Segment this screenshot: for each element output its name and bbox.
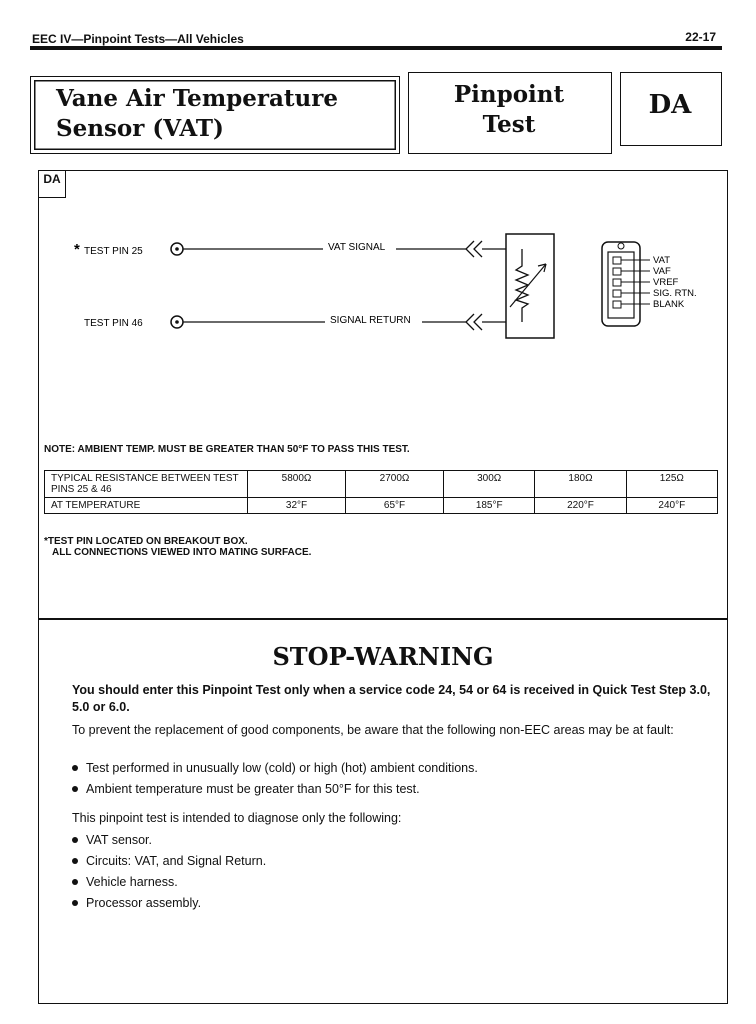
connector-pin-label: BLANK <box>653 299 685 310</box>
temperature-cell: 185°F <box>444 498 535 514</box>
list-item <box>72 853 266 870</box>
pin1-terminal-dot <box>175 247 179 251</box>
section-divider <box>38 618 728 620</box>
wiring-diagram <box>60 222 720 342</box>
pin1-label: TEST PIN 25 <box>84 246 143 257</box>
footnote <box>44 536 311 558</box>
thermistor-icon <box>516 249 528 322</box>
row-label: AT TEMPERATURE <box>45 498 248 514</box>
header-rule <box>30 46 722 50</box>
page-number: 22-17 <box>685 30 716 44</box>
list-item-text: Processor assembly. <box>86 896 202 910</box>
connector-pin-label: VAT <box>653 255 671 266</box>
connector-pin-label: VAF <box>653 266 671 277</box>
pinpoint-label <box>408 80 610 140</box>
footnote-line-1: *TEST PIN LOCATED ON BREAKOUT BOX. <box>44 536 248 547</box>
temperature-cell: 220°F <box>535 498 626 514</box>
ambient-note: NOTE: AMBIENT TEMP. MUST BE GREATER THAN 50°F TO PASS THIS TEST. <box>44 444 410 455</box>
title-line-2: Sensor (VAT) <box>56 115 224 142</box>
pin2-signal-label: SIGNAL RETURN <box>330 315 411 326</box>
connector-pin-label: SIG. RTN. <box>653 288 697 299</box>
pin1-signal-label: VAT SIGNAL <box>328 242 386 253</box>
sensor-box <box>506 234 554 338</box>
temperature-cell: 65°F <box>346 498 444 514</box>
pin2-terminal-dot <box>175 320 179 324</box>
pinpoint-line-1: Pinpoint <box>453 81 565 108</box>
table-row <box>45 498 718 514</box>
bullet-icon <box>72 837 78 843</box>
temperature-cell: 240°F <box>626 498 717 514</box>
warning-intro: You should enter this Pinpoint Test only when a service code 24, 54 or 64 is received in Quick Test Step 3.0, 5.0 or 6.0. <box>72 683 711 714</box>
connector-pins <box>613 257 650 308</box>
bullet-icon <box>72 786 78 792</box>
list-item <box>72 781 420 798</box>
bullet-icon <box>72 879 78 885</box>
resistance-cell: 180Ω <box>535 471 626 498</box>
scope-paragraph: This pinpoint test is intended to diagnose only the following: <box>72 811 402 825</box>
bullet-icon <box>72 765 78 771</box>
pin2-label: TEST PIN 46 <box>84 318 143 329</box>
test-code: DA <box>648 90 692 120</box>
pin2-connector-icon <box>466 314 482 330</box>
table-row <box>45 471 718 498</box>
list-item-text: Ambient temperature must be greater than 50°F for this test. <box>86 782 420 796</box>
bullet-icon <box>72 858 78 864</box>
title-line-1: Vane Air Temperature <box>56 85 338 112</box>
list-item <box>72 895 201 912</box>
footnote-line-2: ALL CONNECTIONS VIEWED INTO MATING SURFACE. <box>52 547 312 558</box>
resistance-table <box>44 470 718 514</box>
list-item <box>72 832 152 849</box>
page-title <box>56 84 338 144</box>
connector-pin-label: VREF <box>653 277 679 288</box>
resistance-cell: 125Ω <box>626 471 717 498</box>
list-item <box>72 874 178 891</box>
resistance-cell: 5800Ω <box>248 471 346 498</box>
resistance-cell: 300Ω <box>444 471 535 498</box>
temperature-cell: 32°F <box>248 498 346 514</box>
pinpoint-line-2: Test <box>482 111 536 138</box>
connector-key <box>618 243 624 249</box>
pin1-connector-icon <box>466 241 482 257</box>
bullet-icon <box>72 900 78 906</box>
pin1-star: * <box>74 241 80 258</box>
resistance-cell: 2700Ω <box>346 471 444 498</box>
section-tag: DA <box>38 170 66 198</box>
running-header: EEC IV—Pinpoint Tests—All Vehicles <box>32 32 244 46</box>
list-item-text: Circuits: VAT, and Signal Return. <box>86 854 267 868</box>
list-item-text: VAT sensor. <box>86 833 153 847</box>
warning-paragraph: To prevent the replacement of good components, be aware that the following non-EEC areas may be at fault: <box>72 723 674 737</box>
list-item-text: Test performed in unusually low (cold) or high (hot) ambient conditions. <box>86 761 478 775</box>
list-item <box>72 760 478 777</box>
warning-heading: STOP-WARNING <box>272 642 494 671</box>
list-item-text: Vehicle harness. <box>86 875 178 889</box>
row-label: TYPICAL RESISTANCE BETWEEN TEST PINS 25 & 46 <box>45 471 248 498</box>
